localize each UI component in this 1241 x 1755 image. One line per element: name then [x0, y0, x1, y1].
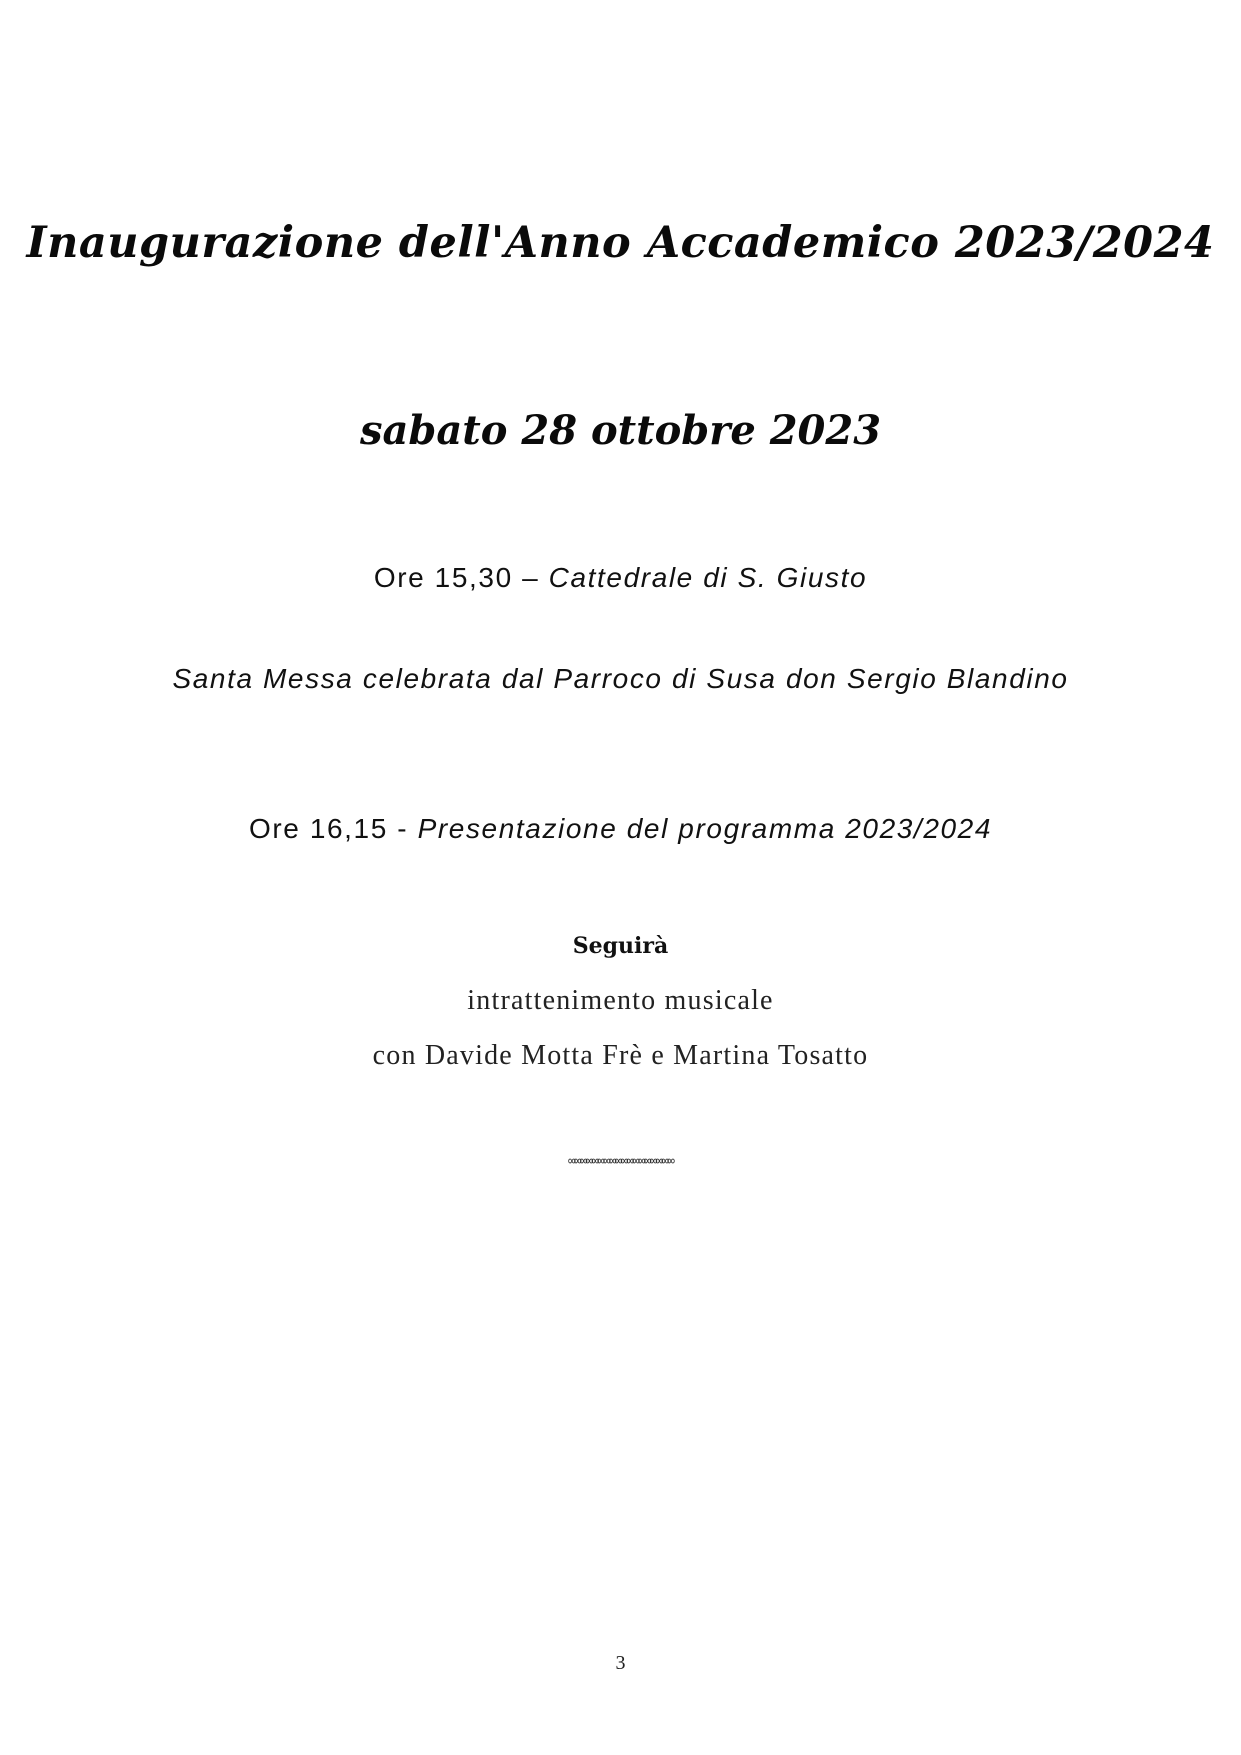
mass-description: Santa Messa celebrata dal Parroco di Susa don Sergio Blandino — [172, 663, 1069, 694]
schedule-time: Ore 16,15 - — [248, 813, 418, 844]
follow-heading: Seguirà — [572, 933, 669, 959]
page-number: 3 — [615, 1652, 626, 1674]
schedule-item-mass — [0, 562, 1241, 594]
schedule-item-presentation — [0, 813, 1241, 845]
ornamental-divider: ∞∞∞∞∞∞∞∞∞∞∞∞∞∞∞∞∞∞ — [568, 1154, 673, 1169]
schedule-activity: Presentazione del programma 2023/2024 — [417, 813, 993, 844]
schedule-place: Cattedrale di S. Giusto — [548, 562, 868, 593]
page-title: Inaugurazione dell'Anno Accademico 2023/2024 — [26, 218, 1215, 268]
event-date: sabato 28 ottobre 2023 — [359, 407, 882, 454]
performers-line: con Davide Motta Frè e Martina Tosatto — [372, 1040, 869, 1071]
entertainment-line: intrattenimento musicale — [467, 985, 774, 1016]
schedule-time: Ore 15,30 – — [373, 562, 549, 593]
